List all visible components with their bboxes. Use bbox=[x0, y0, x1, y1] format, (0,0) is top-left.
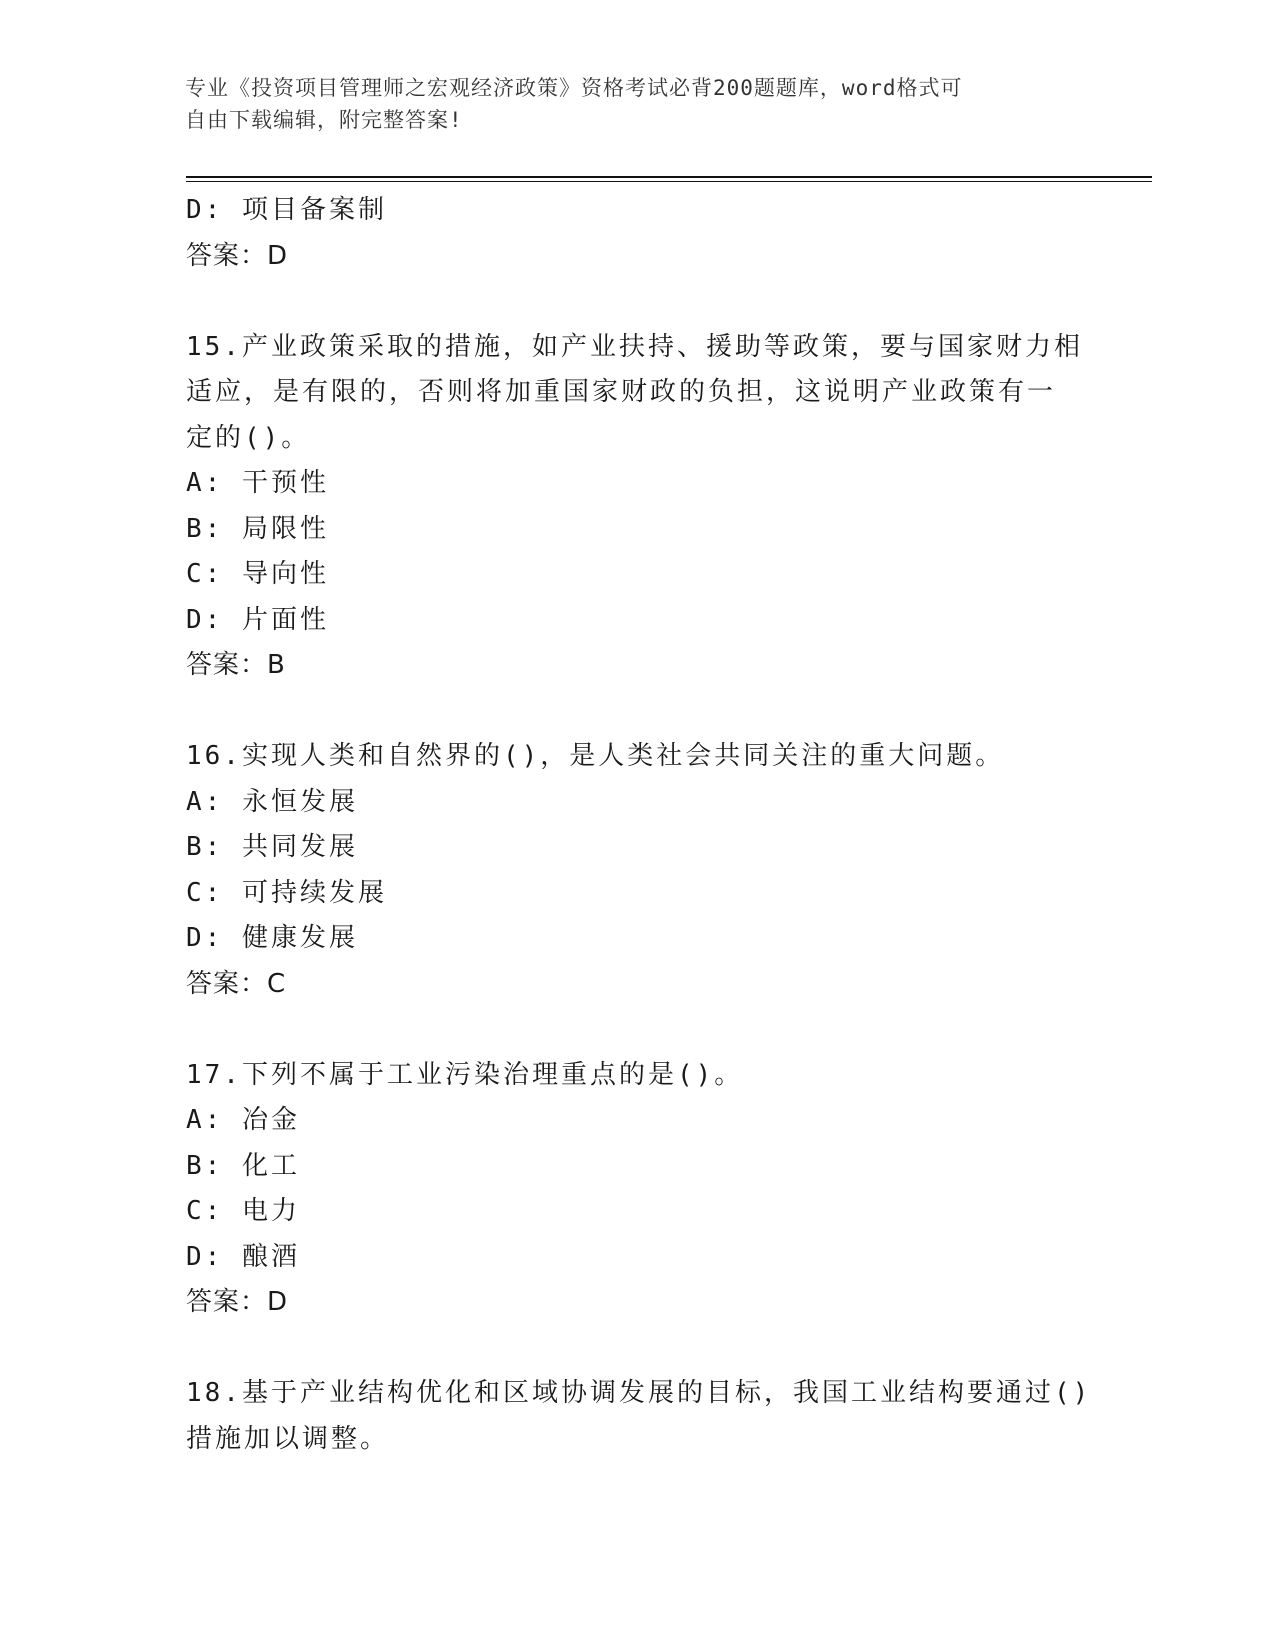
option-b: B: 局限性 bbox=[186, 513, 329, 544]
option-d: D: 酿酒 bbox=[186, 1241, 300, 1272]
document-header bbox=[185, 72, 1085, 136]
question-18 bbox=[186, 1371, 1092, 1462]
option-b: B: 共同发展 bbox=[186, 832, 358, 862]
question-text-line: 16.实现人类和自然界的()，是人类社会共同关注的重大问题。 bbox=[186, 741, 1005, 771]
question-text-line: 15.产业政策采取的措施，如产业扶持、援助等政策，要与国家财力相 bbox=[186, 331, 1083, 362]
answer-line: 答案：C bbox=[186, 968, 287, 999]
header-divider-thin bbox=[186, 181, 1152, 182]
option-d: D: 健康发展 bbox=[186, 923, 358, 953]
question-list bbox=[186, 188, 1092, 1462]
question-text-line: 适应，是有限的，否则将加重国家财政的负担，这说明产业政策有一 bbox=[186, 377, 1057, 407]
question-text-line: 定的()。 bbox=[186, 422, 311, 453]
question-text-line: 措施加以调整。 bbox=[186, 1423, 390, 1454]
answer-line: 答案：D bbox=[186, 1287, 289, 1317]
question-text-line: 18.基于产业结构优化和区域协调发展的目标，我国工业结构要通过() bbox=[186, 1378, 1092, 1408]
question-text-line: 17.下列不属于工业污染治理重点的是()。 bbox=[186, 1059, 744, 1090]
question-15 bbox=[186, 325, 1086, 689]
question-17 bbox=[186, 1053, 1086, 1326]
question-16 bbox=[186, 734, 1086, 1007]
option-c: C: 导向性 bbox=[186, 559, 329, 589]
answer-line: 答案：D bbox=[186, 240, 289, 271]
option-b: B: 化工 bbox=[186, 1150, 300, 1181]
option-c: C: 可持续发展 bbox=[186, 877, 387, 908]
answer-line: 答案：B bbox=[186, 650, 286, 680]
option-c: C: 电力 bbox=[186, 1196, 300, 1226]
header-divider-thick bbox=[186, 176, 1152, 178]
option-d: D: 片面性 bbox=[186, 604, 329, 635]
option-a: A: 干预性 bbox=[186, 468, 329, 498]
option-d: D: 项目备案制 bbox=[186, 195, 387, 225]
header-line-1: 专业《投资项目管理师之宏观经济政策》资格考试必背200题题库，word格式可 bbox=[185, 76, 963, 100]
option-a: A: 冶金 bbox=[186, 1105, 300, 1135]
header-line-2: 自由下载编辑，附完整答案! bbox=[185, 108, 463, 132]
option-a: A: 永恒发展 bbox=[186, 786, 358, 817]
